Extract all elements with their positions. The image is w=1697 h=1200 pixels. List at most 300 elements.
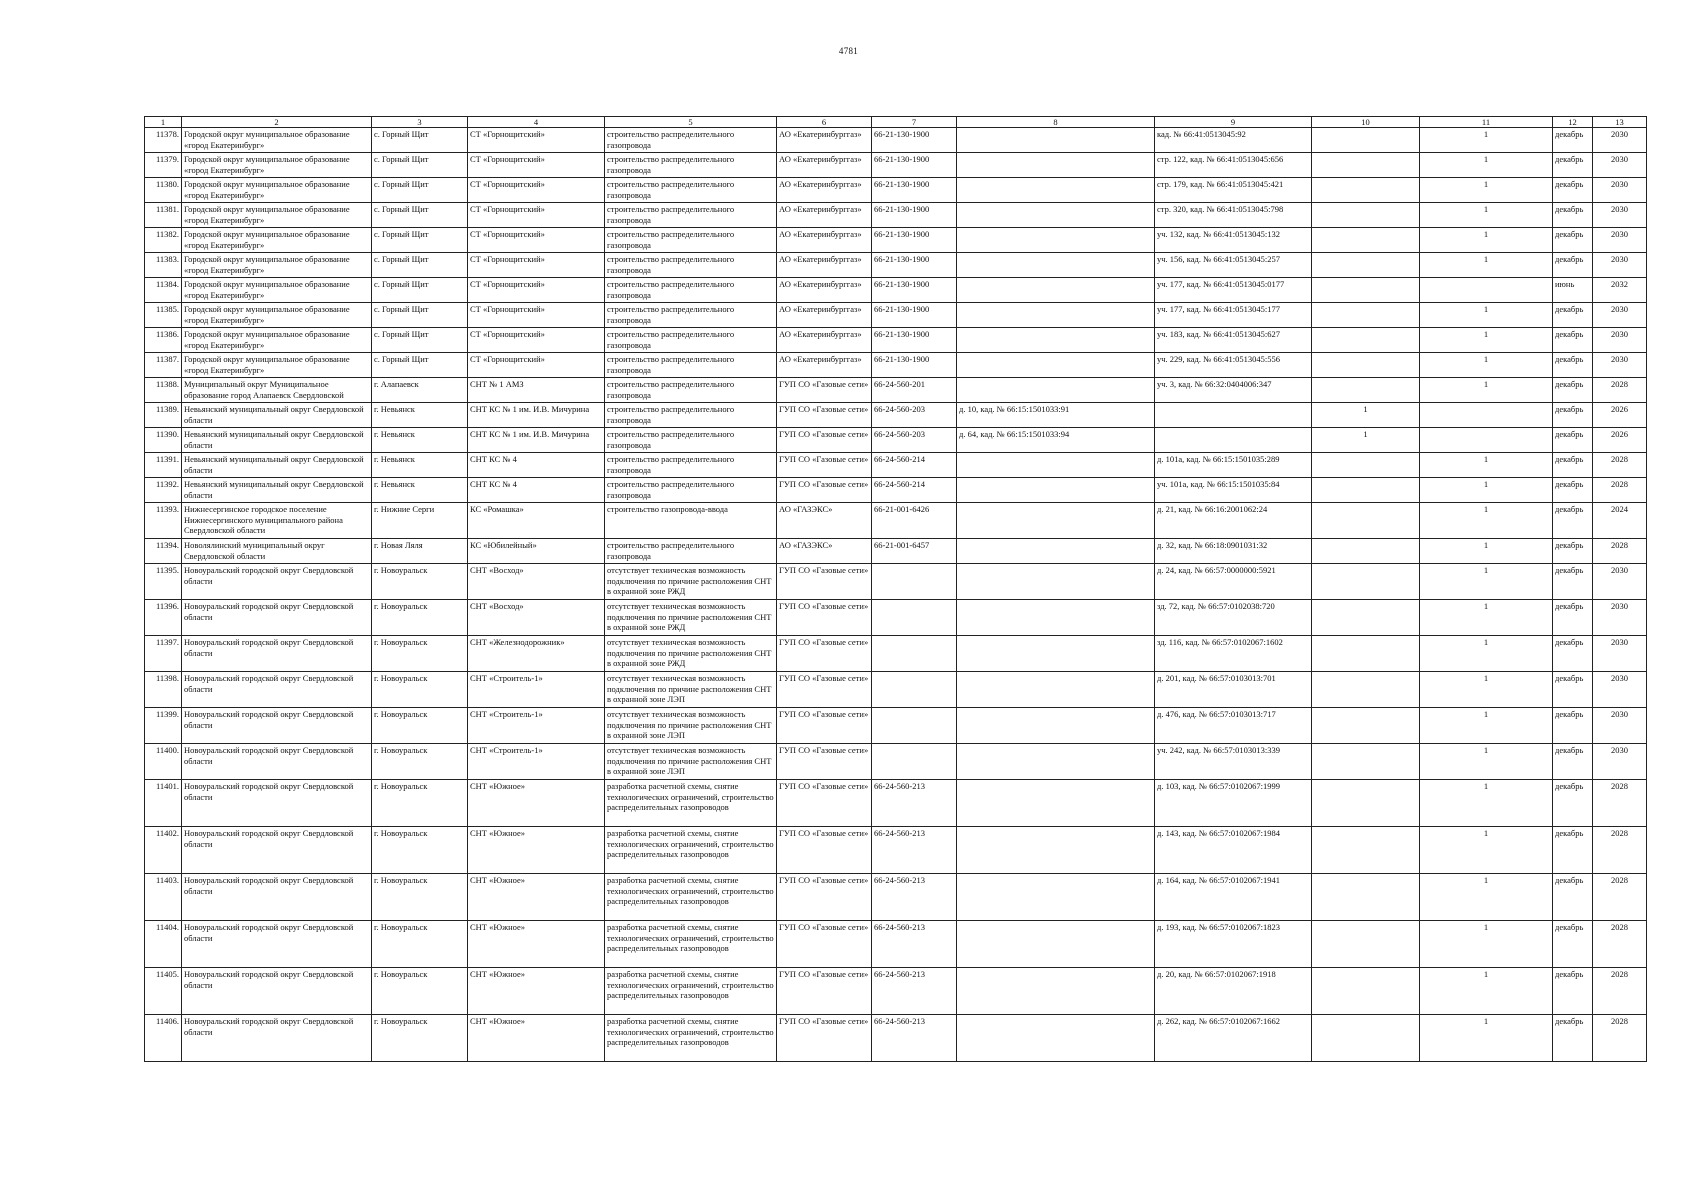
municipality-cell: Новоуральский городской округ Свердловской области: [182, 827, 372, 874]
municipality-cell: Городской округ муниципальное образование «город Екатеринбург»: [182, 153, 372, 178]
program-code-cell: 66-21-001-6426: [872, 503, 957, 539]
year-cell: 2030: [1593, 672, 1647, 708]
measure-cell: отсутствует техническая возможность подключения по причине расположения СНТ в охранной зоне РЖД: [605, 636, 777, 672]
count-cell-col11: 1: [1420, 827, 1553, 874]
locality-cell: г. Новоуральск: [372, 827, 468, 874]
measure-cell: отсутствует техническая возможность подключения по причине расположения СНТ в охранной зоне ЛЭП: [605, 672, 777, 708]
count-cell-col11: 1: [1420, 478, 1553, 503]
count-cell-col10: [1312, 328, 1420, 353]
program-code-cell: 66-24-560-213: [872, 827, 957, 874]
program-code-cell: 66-21-130-1900: [872, 303, 957, 328]
year-cell: 2028: [1593, 378, 1647, 403]
locality-cell: г. Новоуральск: [372, 636, 468, 672]
column-header: 5: [605, 117, 777, 128]
row-number: 11381.: [145, 203, 182, 228]
row-number: 11389.: [145, 403, 182, 428]
count-cell-col10: [1312, 128, 1420, 153]
count-cell-col10: [1312, 539, 1420, 564]
cadastral-cell: д. 103, кад. № 66:57:0102067:1999: [1155, 780, 1312, 827]
locality-cell: г. Новоуральск: [372, 600, 468, 636]
locality-cell: с. Горный Щит: [372, 228, 468, 253]
month-cell: декабрь: [1553, 353, 1593, 378]
municipality-cell: Новоуральский городской округ Свердловской области: [182, 744, 372, 780]
table-row: [145, 478, 1647, 503]
count-cell-col10: [1312, 178, 1420, 203]
object-cell: СНТ КС № 4: [468, 478, 605, 503]
cadastral-cell: д. 21, кад. № 66:16:2001062:24: [1155, 503, 1312, 539]
program-code-cell: 66-21-130-1900: [872, 128, 957, 153]
count-cell-col10: [1312, 478, 1420, 503]
object-cell: КС «Юбилейный»: [468, 539, 605, 564]
locality-cell: г. Новоуральск: [372, 672, 468, 708]
row-number: 11378.: [145, 128, 182, 153]
cadastral-cell: уч. 156, кад. № 66:41:0513045:257: [1155, 253, 1312, 278]
count-cell-col10: [1312, 968, 1420, 1015]
object-cell: СНТ КС № 4: [468, 453, 605, 478]
count-cell-col11: 1: [1420, 203, 1553, 228]
cadastral-cell: д. 476, кад. № 66:57:0103013:717: [1155, 708, 1312, 744]
organization-cell: ГУП СО «Газовые сети»: [777, 378, 872, 403]
program-code-cell: 66-24-560-213: [872, 874, 957, 921]
count-cell-col11: 1: [1420, 453, 1553, 478]
table-row: [145, 403, 1647, 428]
object-cell: СТ «Горнощитский»: [468, 128, 605, 153]
year-cell: 2030: [1593, 708, 1647, 744]
municipality-cell: Нижнесергинское городское поселение Нижнесергинского муниципального района Свердловской области: [182, 503, 372, 539]
count-cell-col10: [1312, 253, 1420, 278]
cadastral-cell: уч. 183, кад. № 66:41:0513045:627: [1155, 328, 1312, 353]
table-row: [145, 968, 1647, 1015]
measure-cell: строительство распределительного газопровода: [605, 178, 777, 203]
program-code-cell: [872, 672, 957, 708]
row-number: 11399.: [145, 708, 182, 744]
count-cell-col11: 1: [1420, 128, 1553, 153]
row-number: 11392.: [145, 478, 182, 503]
cadastral-cell: кад. № 66:41:0513045:92: [1155, 128, 1312, 153]
program-code-cell: 66-21-130-1900: [872, 228, 957, 253]
locality-cell: г. Новоуральск: [372, 1015, 468, 1062]
municipality-cell: Новоуральский городской округ Свердловской области: [182, 636, 372, 672]
organization-cell: АО «Екатеринбурггаз»: [777, 228, 872, 253]
count-cell-col10: [1312, 1015, 1420, 1062]
measure-cell: отсутствует техническая возможность подключения по причине расположения СНТ в охранной зоне РЖД: [605, 564, 777, 600]
municipality-cell: Городской округ муниципальное образование «город Екатеринбург»: [182, 303, 372, 328]
cadastral-cell: [1155, 403, 1312, 428]
row-number: 11398.: [145, 672, 182, 708]
program-code-cell: 66-24-560-213: [872, 921, 957, 968]
cadastral-cell: зд. 116, кад. № 66:57:0102067:1602: [1155, 636, 1312, 672]
program-code-cell: 66-24-560-203: [872, 428, 957, 453]
count-cell-col10: [1312, 278, 1420, 303]
address-cell-col8: [957, 968, 1155, 1015]
year-cell: 2032: [1593, 278, 1647, 303]
measure-cell: строительство распределительного газопровода: [605, 128, 777, 153]
address-cell-col8: [957, 478, 1155, 503]
year-cell: 2028: [1593, 968, 1647, 1015]
municipality-cell: Новоуральский городской округ Свердловской области: [182, 874, 372, 921]
measure-cell: разработка расчетной схемы, снятие технологических ограничений, строительство распределительных газопроводов: [605, 827, 777, 874]
address-cell-col8: [957, 539, 1155, 564]
row-number: 11387.: [145, 353, 182, 378]
column-header: 12: [1553, 117, 1593, 128]
row-number: 11405.: [145, 968, 182, 1015]
table-row: [145, 1015, 1647, 1062]
year-cell: 2028: [1593, 453, 1647, 478]
month-cell: декабрь: [1553, 453, 1593, 478]
object-cell: СНТ «Строитель-1»: [468, 708, 605, 744]
organization-cell: АО «Екатеринбурггаз»: [777, 353, 872, 378]
table-row: [145, 539, 1647, 564]
object-cell: СТ «Горнощитский»: [468, 228, 605, 253]
count-cell-col11: 1: [1420, 600, 1553, 636]
object-cell: СНТ «Восход»: [468, 600, 605, 636]
object-cell: СТ «Горнощитский»: [468, 353, 605, 378]
year-cell: 2028: [1593, 874, 1647, 921]
organization-cell: ГУП СО «Газовые сети»: [777, 968, 872, 1015]
measure-cell: отсутствует техническая возможность подключения по причине расположения СНТ в охранной зоне РЖД: [605, 600, 777, 636]
municipality-cell: Городской округ муниципальное образование «город Екатеринбург»: [182, 353, 372, 378]
organization-cell: ГУП СО «Газовые сети»: [777, 478, 872, 503]
row-number: 11400.: [145, 744, 182, 780]
cadastral-cell: д. 101а, кад. № 66:15:1501035:289: [1155, 453, 1312, 478]
address-cell-col8: [957, 744, 1155, 780]
locality-cell: г. Невьянск: [372, 403, 468, 428]
count-cell-col10: [1312, 744, 1420, 780]
table-row: [145, 564, 1647, 600]
cadastral-cell: стр. 122, кад. № 66:41:0513045:656: [1155, 153, 1312, 178]
organization-cell: ГУП СО «Газовые сети»: [777, 708, 872, 744]
month-cell: декабрь: [1553, 253, 1593, 278]
measure-cell: строительство распределительного газопровода: [605, 228, 777, 253]
object-cell: СНТ «Южное»: [468, 968, 605, 1015]
year-cell: 2030: [1593, 353, 1647, 378]
object-cell: СНТ «Железнодорожник»: [468, 636, 605, 672]
table-row: [145, 636, 1647, 672]
organization-cell: АО «Екатеринбурггаз»: [777, 328, 872, 353]
program-code-cell: 66-24-560-214: [872, 478, 957, 503]
month-cell: декабрь: [1553, 303, 1593, 328]
count-cell-col11: 1: [1420, 328, 1553, 353]
measure-cell: строительство распределительного газопровода: [605, 539, 777, 564]
organization-cell: ГУП СО «Газовые сети»: [777, 564, 872, 600]
row-number: 11388.: [145, 378, 182, 403]
locality-cell: г. Новоуральск: [372, 780, 468, 827]
count-cell-col11: 1: [1420, 780, 1553, 827]
count-cell-col11: [1420, 403, 1553, 428]
address-cell-col8: [957, 921, 1155, 968]
year-cell: 2024: [1593, 503, 1647, 539]
municipality-cell: Новоуральский городской округ Свердловской области: [182, 564, 372, 600]
cadastral-cell: д. 193, кад. № 66:57:0102067:1823: [1155, 921, 1312, 968]
municipality-cell: Невьянский муниципальный округ Свердловской области: [182, 428, 372, 453]
municipality-cell: Городской округ муниципальное образование «город Екатеринбург»: [182, 278, 372, 303]
row-number: 11402.: [145, 827, 182, 874]
column-header: 7: [872, 117, 957, 128]
month-cell: декабрь: [1553, 153, 1593, 178]
row-number: 11382.: [145, 228, 182, 253]
year-cell: 2030: [1593, 600, 1647, 636]
program-code-cell: 66-21-130-1900: [872, 353, 957, 378]
object-cell: СНТ КС № 1 им. И.В. Мичурина: [468, 403, 605, 428]
locality-cell: с. Горный Щит: [372, 203, 468, 228]
cadastral-cell: уч. 229, кад. № 66:41:0513045:556: [1155, 353, 1312, 378]
organization-cell: ГУП СО «Газовые сети»: [777, 403, 872, 428]
organization-cell: ГУП СО «Газовые сети»: [777, 428, 872, 453]
month-cell: декабрь: [1553, 503, 1593, 539]
cadastral-cell: д. 164, кад. № 66:57:0102067:1941: [1155, 874, 1312, 921]
table-row: [145, 921, 1647, 968]
count-cell-col10: [1312, 636, 1420, 672]
table-row: [145, 708, 1647, 744]
locality-cell: г. Невьянск: [372, 478, 468, 503]
organization-cell: ГУП СО «Газовые сети»: [777, 600, 872, 636]
address-cell-col8: [957, 636, 1155, 672]
municipality-cell: Невьянский муниципальный округ Свердловской области: [182, 403, 372, 428]
month-cell: декабрь: [1553, 178, 1593, 203]
table-row: [145, 278, 1647, 303]
measure-cell: строительство распределительного газопровода: [605, 403, 777, 428]
program-code-cell: 66-24-560-213: [872, 968, 957, 1015]
table-row: [145, 672, 1647, 708]
locality-cell: г. Алапаевск: [372, 378, 468, 403]
count-cell-col10: [1312, 874, 1420, 921]
month-cell: декабрь: [1553, 328, 1593, 353]
count-cell-col11: 1: [1420, 744, 1553, 780]
object-cell: СНТ «Южное»: [468, 921, 605, 968]
program-code-cell: [872, 708, 957, 744]
object-cell: СНТ «Южное»: [468, 874, 605, 921]
municipality-cell: Новоуральский городской округ Свердловской области: [182, 968, 372, 1015]
row-number: 11385.: [145, 303, 182, 328]
object-cell: СНТ «Строитель-1»: [468, 672, 605, 708]
program-code-cell: 66-24-560-203: [872, 403, 957, 428]
month-cell: декабрь: [1553, 874, 1593, 921]
table-row: [145, 153, 1647, 178]
address-cell-col8: [957, 253, 1155, 278]
cadastral-cell: уч. 101а, кад. № 66:15:1501035:84: [1155, 478, 1312, 503]
month-cell: июнь: [1553, 278, 1593, 303]
object-cell: СНТ «Строитель-1»: [468, 744, 605, 780]
cadastral-cell: уч. 242, кад. № 66:57:0103013:339: [1155, 744, 1312, 780]
municipality-cell: Городской округ муниципальное образование «город Екатеринбург»: [182, 178, 372, 203]
year-cell: 2026: [1593, 428, 1647, 453]
cadastral-cell: стр. 320, кад. № 66:41:0513045:798: [1155, 203, 1312, 228]
locality-cell: г. Новоуральск: [372, 708, 468, 744]
cadastral-cell: д. 24, кад. № 66:57:0000000:5921: [1155, 564, 1312, 600]
municipality-cell: Новоуральский городской округ Свердловской области: [182, 780, 372, 827]
count-cell-col10: [1312, 203, 1420, 228]
locality-cell: г. Невьянск: [372, 453, 468, 478]
program-code-cell: [872, 636, 957, 672]
object-cell: СТ «Горнощитский»: [468, 303, 605, 328]
measure-cell: строительство распределительного газопровода: [605, 478, 777, 503]
year-cell: 2030: [1593, 253, 1647, 278]
program-code-cell: 66-21-130-1900: [872, 328, 957, 353]
table-row: [145, 203, 1647, 228]
table-header: [145, 117, 1647, 128]
address-cell-col8: [957, 228, 1155, 253]
object-cell: СТ «Горнощитский»: [468, 328, 605, 353]
year-cell: 2030: [1593, 564, 1647, 600]
month-cell: декабрь: [1553, 968, 1593, 1015]
cadastral-cell: д. 143, кад. № 66:57:0102067:1984: [1155, 827, 1312, 874]
municipality-cell: Городской округ муниципальное образование «город Екатеринбург»: [182, 228, 372, 253]
cadastral-cell: уч. 177, кад. № 66:41:0513045:0177: [1155, 278, 1312, 303]
count-cell-col11: [1420, 428, 1553, 453]
locality-cell: с. Горный Щит: [372, 328, 468, 353]
column-header: 4: [468, 117, 605, 128]
program-code-cell: 66-24-560-201: [872, 378, 957, 403]
measure-cell: разработка расчетной схемы, снятие технологических ограничений, строительство распределительных газопроводов: [605, 1015, 777, 1062]
locality-cell: г. Новоуральск: [372, 564, 468, 600]
month-cell: декабрь: [1553, 827, 1593, 874]
locality-cell: г. Новоуральск: [372, 921, 468, 968]
year-cell: 2030: [1593, 228, 1647, 253]
cadastral-cell: зд. 72, кад. № 66:57:0102038:720: [1155, 600, 1312, 636]
address-cell-col8: [957, 203, 1155, 228]
program-code-cell: 66-21-130-1900: [872, 178, 957, 203]
measure-cell: строительство распределительного газопровода: [605, 303, 777, 328]
organization-cell: ГУП СО «Газовые сети»: [777, 780, 872, 827]
month-cell: декабрь: [1553, 780, 1593, 827]
measure-cell: разработка расчетной схемы, снятие технологических ограничений, строительство распределительных газопроводов: [605, 874, 777, 921]
organization-cell: АО «ГАЗЭКС»: [777, 503, 872, 539]
locality-cell: с. Горный Щит: [372, 253, 468, 278]
count-cell-col11: 1: [1420, 564, 1553, 600]
count-cell-col11: 1: [1420, 303, 1553, 328]
object-cell: СНТ № 1 АМЗ: [468, 378, 605, 403]
row-number: 11403.: [145, 874, 182, 921]
year-cell: 2030: [1593, 178, 1647, 203]
program-code-cell: [872, 744, 957, 780]
municipality-cell: Городской округ муниципальное образование «город Екатеринбург»: [182, 328, 372, 353]
year-cell: 2028: [1593, 921, 1647, 968]
locality-cell: г. Невьянск: [372, 428, 468, 453]
organization-cell: АО «Екатеринбурггаз»: [777, 303, 872, 328]
count-cell-col10: [1312, 228, 1420, 253]
count-cell-col10: [1312, 303, 1420, 328]
row-number: 11391.: [145, 453, 182, 478]
month-cell: декабрь: [1553, 564, 1593, 600]
object-cell: СНТ «Восход»: [468, 564, 605, 600]
measure-cell: отсутствует техническая возможность подключения по причине расположения СНТ в охранной зоне ЛЭП: [605, 744, 777, 780]
count-cell-col11: 1: [1420, 178, 1553, 203]
cadastral-cell: д. 20, кад. № 66:57:0102067:1918: [1155, 968, 1312, 1015]
month-cell: декабрь: [1553, 708, 1593, 744]
organization-cell: АО «Екатеринбурггаз»: [777, 153, 872, 178]
month-cell: декабрь: [1553, 539, 1593, 564]
measure-cell: строительство распределительного газопровода: [605, 428, 777, 453]
count-cell-col11: 1: [1420, 539, 1553, 564]
month-cell: декабрь: [1553, 128, 1593, 153]
program-code-cell: 66-21-130-1900: [872, 153, 957, 178]
address-cell-col8: [957, 353, 1155, 378]
measure-cell: строительство распределительного газопровода: [605, 353, 777, 378]
table-row: [145, 827, 1647, 874]
month-cell: декабрь: [1553, 378, 1593, 403]
measure-cell: разработка расчетной схемы, снятие технологических ограничений, строительство распределительных газопроводов: [605, 921, 777, 968]
column-number-row: [145, 117, 1647, 128]
table-row: [145, 353, 1647, 378]
column-header: 9: [1155, 117, 1312, 128]
organization-cell: АО «Екатеринбурггаз»: [777, 178, 872, 203]
month-cell: декабрь: [1553, 403, 1593, 428]
page-number: 4781: [838, 46, 859, 56]
row-number: 11406.: [145, 1015, 182, 1062]
count-cell-col10: 1: [1312, 403, 1420, 428]
count-cell-col11: 1: [1420, 672, 1553, 708]
row-number: 11379.: [145, 153, 182, 178]
count-cell-col11: [1420, 278, 1553, 303]
organization-cell: ГУП СО «Газовые сети»: [777, 672, 872, 708]
month-cell: декабрь: [1553, 228, 1593, 253]
address-cell-col8: [957, 600, 1155, 636]
count-cell-col11: 1: [1420, 253, 1553, 278]
row-number: 11404.: [145, 921, 182, 968]
count-cell-col10: [1312, 780, 1420, 827]
table-row: [145, 378, 1647, 403]
measure-cell: строительство распределительного газопровода: [605, 378, 777, 403]
year-cell: 2030: [1593, 153, 1647, 178]
cadastral-cell: д. 262, кад. № 66:57:0102067:1662: [1155, 1015, 1312, 1062]
address-cell-col8: [957, 453, 1155, 478]
month-cell: декабрь: [1553, 672, 1593, 708]
count-cell-col10: [1312, 503, 1420, 539]
year-cell: 2030: [1593, 203, 1647, 228]
municipality-cell: Невьянский муниципальный округ Свердловской области: [182, 478, 372, 503]
program-code-cell: 66-24-560-214: [872, 453, 957, 478]
object-cell: КС «Ромашка»: [468, 503, 605, 539]
year-cell: 2028: [1593, 827, 1647, 874]
program-code-cell: [872, 600, 957, 636]
municipality-cell: Муниципальный округ Муниципальное образование город Алапаевск Свердловской: [182, 378, 372, 403]
organization-cell: ГУП СО «Газовые сети»: [777, 1015, 872, 1062]
column-header: 13: [1593, 117, 1647, 128]
address-cell-col8: д. 64, кад. № 66:15:1501033:94: [957, 428, 1155, 453]
measure-cell: строительство распределительного газопровода: [605, 453, 777, 478]
table-row: [145, 228, 1647, 253]
year-cell: 2030: [1593, 636, 1647, 672]
program-code-cell: 66-21-001-6457: [872, 539, 957, 564]
object-cell: СНТ КС № 1 им. И.В. Мичурина: [468, 428, 605, 453]
locality-cell: с. Горный Щит: [372, 303, 468, 328]
municipality-cell: Городской округ муниципальное образование «город Екатеринбург»: [182, 128, 372, 153]
count-cell-col11: 1: [1420, 708, 1553, 744]
measure-cell: строительство распределительного газопровода: [605, 203, 777, 228]
table-row: [145, 744, 1647, 780]
column-header: 10: [1312, 117, 1420, 128]
month-cell: декабрь: [1553, 744, 1593, 780]
table-row: [145, 128, 1647, 153]
column-header: 11: [1420, 117, 1553, 128]
locality-cell: г. Новоуральск: [372, 968, 468, 1015]
object-cell: СТ «Горнощитский»: [468, 253, 605, 278]
count-cell-col11: 1: [1420, 636, 1553, 672]
month-cell: декабрь: [1553, 1015, 1593, 1062]
row-number: 11380.: [145, 178, 182, 203]
month-cell: декабрь: [1553, 428, 1593, 453]
locality-cell: с. Горный Щит: [372, 128, 468, 153]
year-cell: 2030: [1593, 303, 1647, 328]
address-cell-col8: [957, 780, 1155, 827]
table-row: [145, 328, 1647, 353]
table-row: [145, 453, 1647, 478]
row-number: 11393.: [145, 503, 182, 539]
organization-cell: ГУП СО «Газовые сети»: [777, 827, 872, 874]
organization-cell: АО «Екатеринбурггаз»: [777, 128, 872, 153]
count-cell-col11: 1: [1420, 228, 1553, 253]
table-row: [145, 503, 1647, 539]
